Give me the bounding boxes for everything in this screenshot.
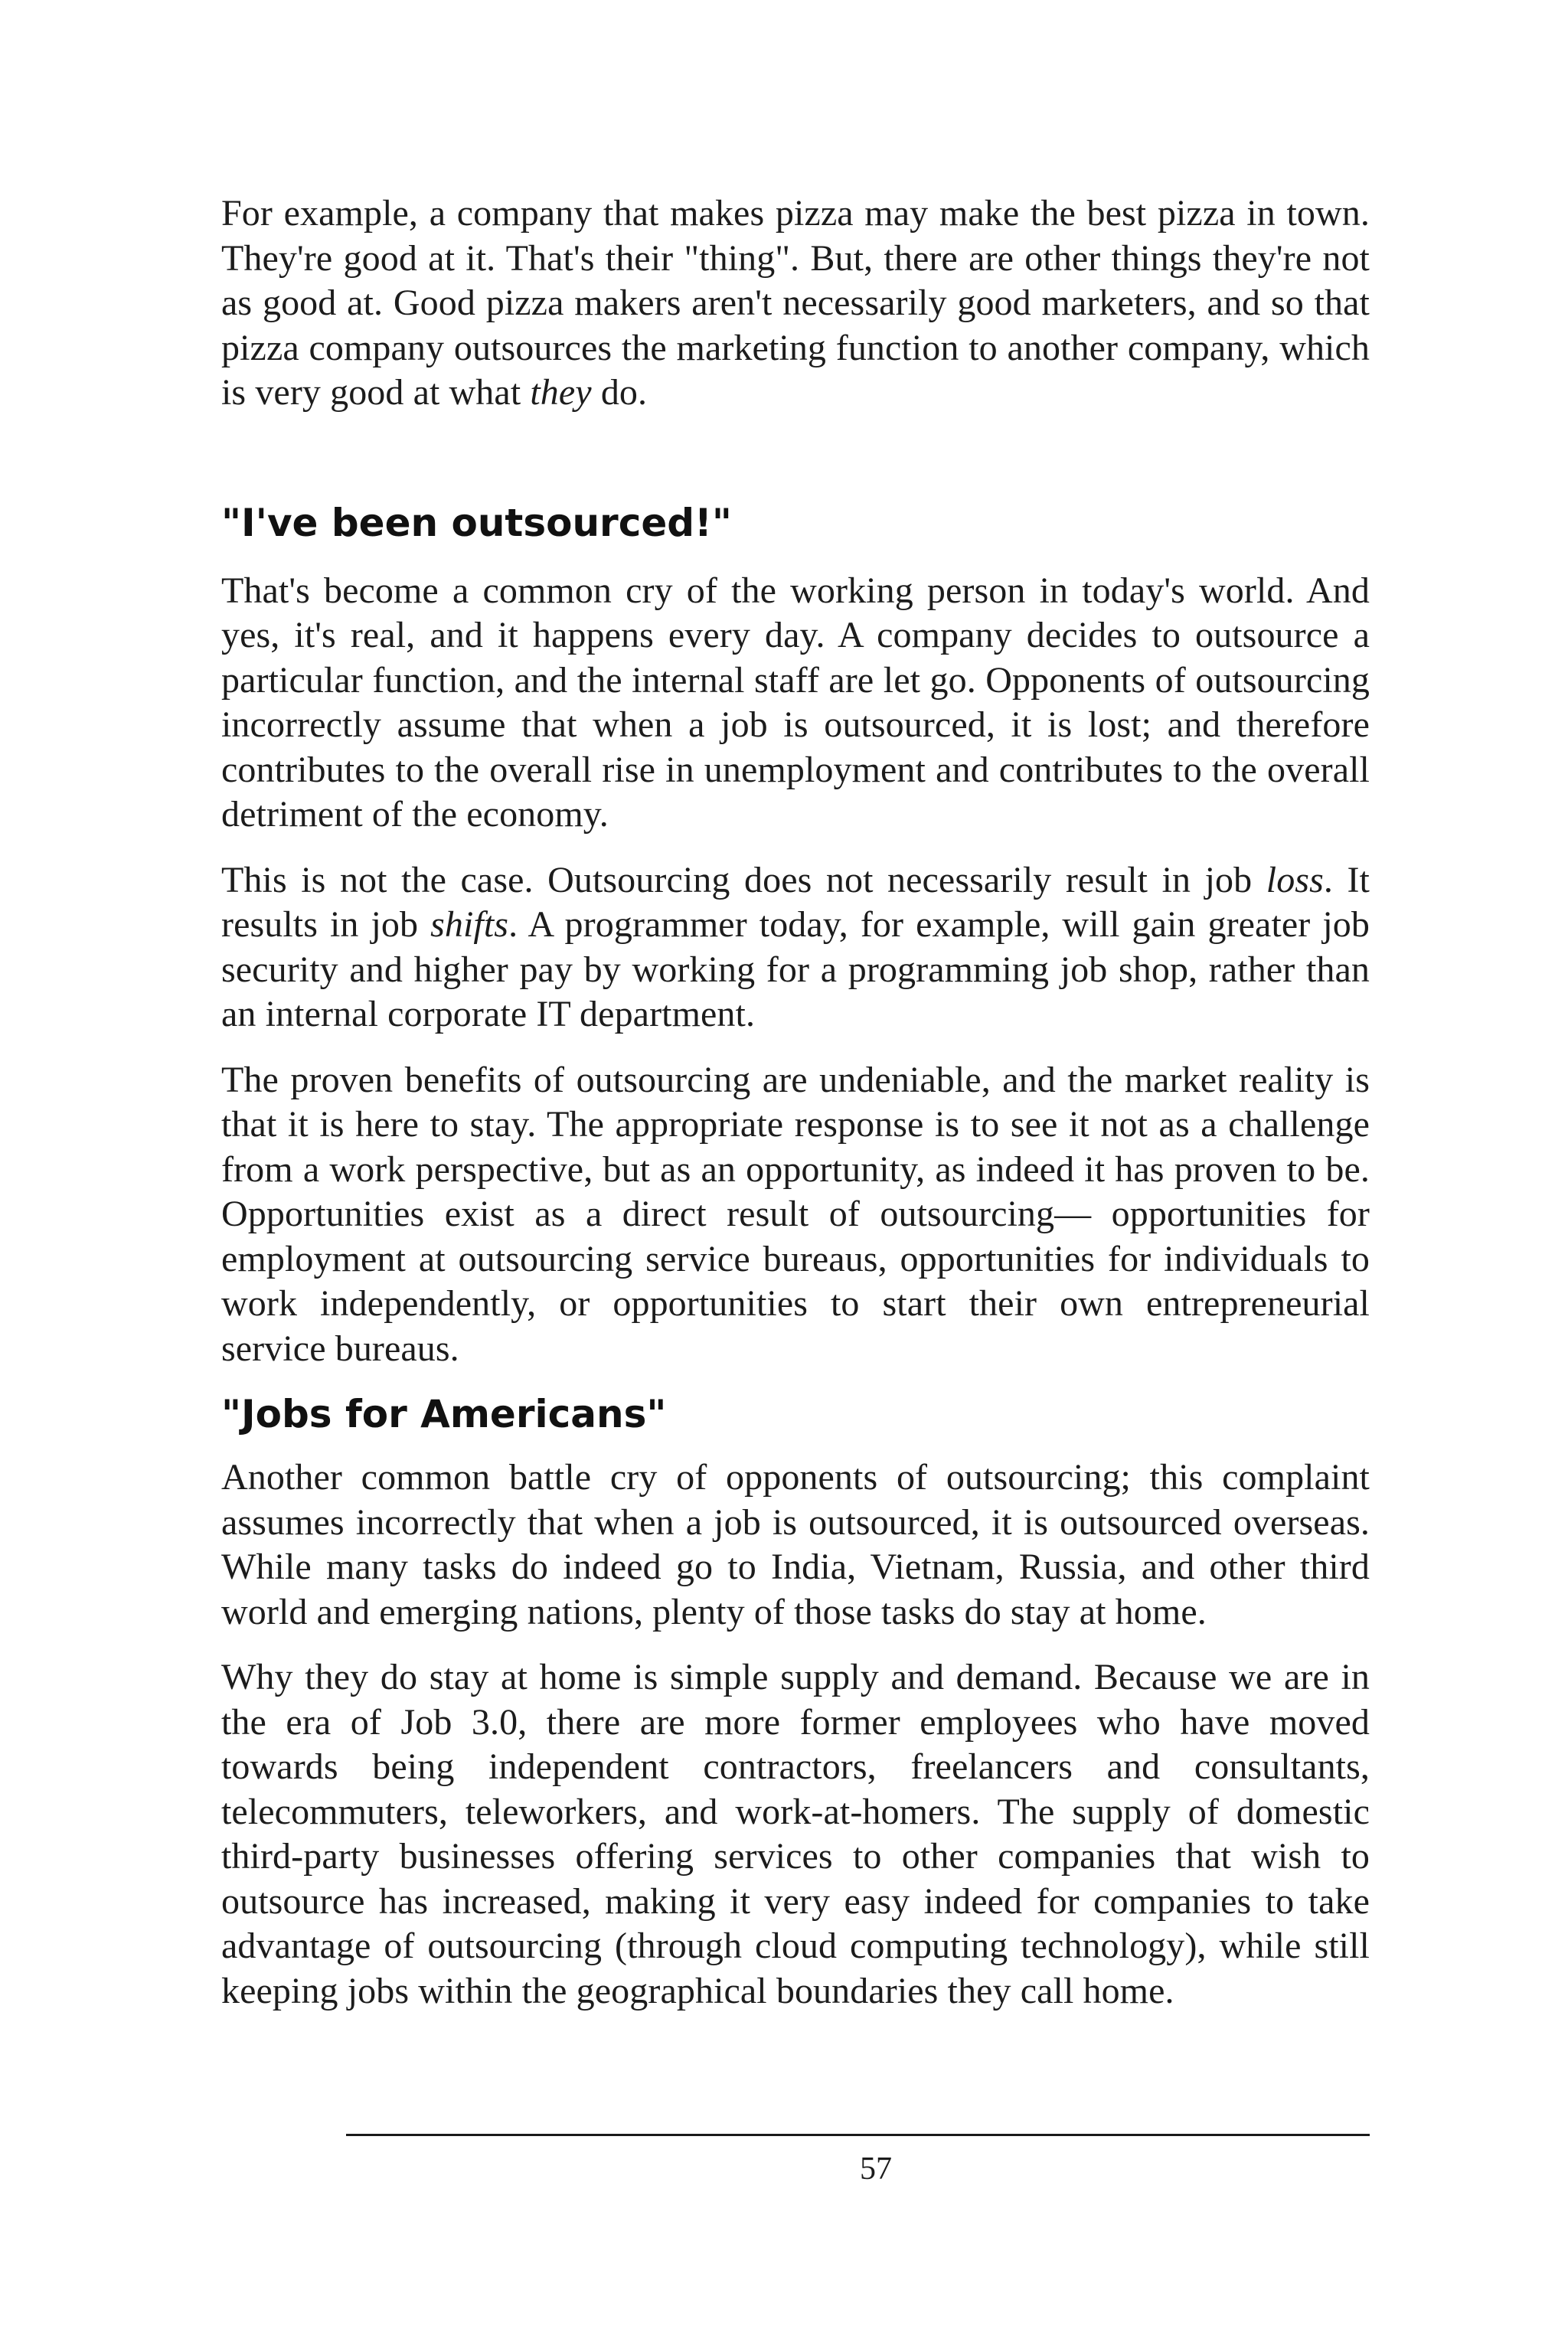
paragraph-supply-demand: Why they do stay at home is simple supply and demand. Because we are in the era of Job 3.0, there are more former employees who have moved towards being independent contractors, freelancers and consultants, telecommuters, teleworkers, and work-at-homers. The supply of domestic third-party businesses offering services to other companies that wish to outsource has increased, making it very easy indeed for companies to take advantage of outsourcing (through cloud computing technology), while still keeping jobs within the geographical boundaries they call home. <box>221 1657 1370 2011</box>
heading-outsourced: "I've been outsourced!" <box>221 500 732 545</box>
paragraph-text: . It results in job <box>221 859 1370 945</box>
emphasis-they: they <box>530 372 592 413</box>
footer-divider <box>346 2134 1370 2136</box>
paragraph-text: do. <box>591 372 648 413</box>
paragraph-proven-benefits: The proven benefits of outsourcing are undeniable, and the market reality is that it is here to stay. The appropriate response is to see it not as a challenge from a work perspective, but as an opportunity, as indeed it has proven to be. Opportunities exist as a direct result of outsourcing— opportunities for employment at outsourcing service bureaus, opportunities for individuals to work independently, or opportunities to start their own entrepreneurial service bureaus. <box>221 1059 1370 1369</box>
paragraph-common-cry: That's become a common cry of the working person in today's world. And yes, it's real, and it happens every day. A company decides to outsource a particular function, and the internal staff are let go. Opponents of outsourcing incorrectly assume that when a job is outsourced, it is lost; and therefore contributes to the overall rise in unemployment and contributes to the overall detriment of the economy. <box>221 570 1370 835</box>
paragraph-text: For example, a company that makes pizza may make the best pizza in town. They're good at it. That's their "thing". But, there are other things they're not as good at. Good pizza makers aren't necessarily good marketers, and so that pizza company outsources the marketing function to another company, which is very good at what <box>221 193 1370 413</box>
paragraph-job-shifts <box>221 858 1370 1037</box>
paragraph-text: . A programmer today, for example, will gain greater job security and higher pay by working for a programming job shop, rather than an internal corporate IT department. <box>221 904 1370 1034</box>
heading-jobs-for-americans: "Jobs for Americans" <box>221 1392 667 1436</box>
page-body <box>221 191 1370 2014</box>
page-number: 57 <box>860 2151 892 2187</box>
paragraph-pizza-example <box>221 191 1370 416</box>
emphasis-loss: loss <box>1266 859 1324 900</box>
paragraph-text: This is not the case. Outsourcing does not necessarily result in job <box>221 859 1266 900</box>
emphasis-shifts: shifts <box>430 904 509 945</box>
paragraph-battle-cry: Another common battle cry of opponents of outsourcing; this complaint assumes incorrectly that when a job is outsourced, it is outsourced overseas. While many tasks do indeed go to India, Vietnam, Russia, and other third world and emerging nations, plenty of those tasks do stay at home. <box>221 1457 1370 1632</box>
